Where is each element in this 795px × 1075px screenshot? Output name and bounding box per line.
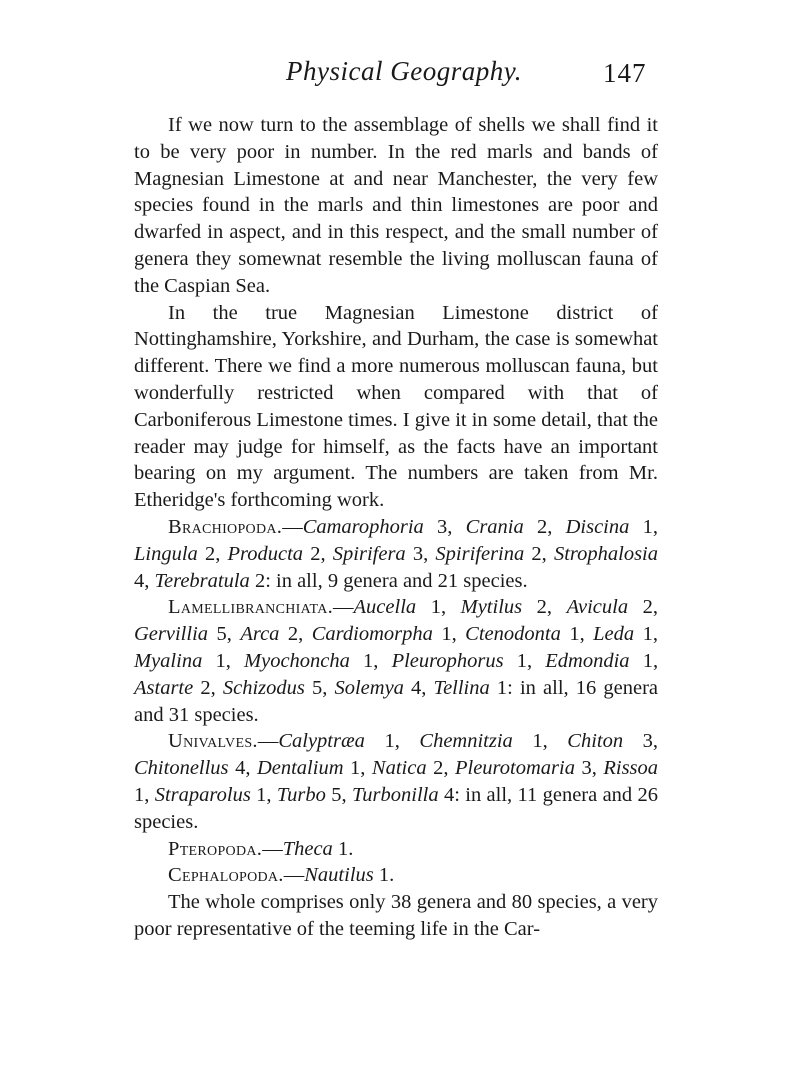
genus-name: Tellina <box>433 676 490 699</box>
list-lamellibranchiata: Lamellibranchiata.—Aucella 1, Mytilus 2, Avicula 2, Gervillia 5, Arca 2, Cardiomorpha 1, Ctenodonta 1, Leda 1, Myalina 1, Myochoncha 1, Pleurophorus 1, Edmondia 1, Astarte 2, Schizodus 5, Solemya 4, Tellina 1: in all, 16 genera and 31 species. <box>134 596 659 726</box>
genus-name: Nautilus <box>304 864 374 887</box>
page-number: 147 <box>603 58 647 88</box>
species-count: 2 <box>642 596 653 619</box>
group-heading: Cephalopoda. <box>168 864 284 887</box>
genus-name: Lingula <box>134 542 198 565</box>
group-heading: Lamellibranchiata. <box>168 596 334 619</box>
genera-list: Camarophoria 3, Crania 2, Discina 1, Lingula 2, Producta 2, Spirifera 3, Spiriferina 2, Strophalosia 4, Terebratula 2 <box>134 515 659 592</box>
genus-name: Cardiomorpha <box>311 623 433 646</box>
species-count: 1 <box>134 783 145 806</box>
species-count: 1 <box>642 649 653 672</box>
species-count: 1 <box>363 649 374 672</box>
group-heading: Brachiopoda. <box>168 515 283 538</box>
genus-name: Mytilus <box>460 596 523 619</box>
genus-name: Spiriferina <box>435 542 525 565</box>
group-summary: . <box>348 837 354 860</box>
list-brachiopoda: Brachiopoda.—Camarophoria 3, Crania 2, Discina 1, Lingula 2, Producta 2, Spirifera 3, Spiriferina 2, Strophalosia 4, Terebratula 2: in all, 9 genera and 21 species. <box>134 515 659 592</box>
species-count: 4 <box>134 569 145 592</box>
group-heading: Univalves. <box>168 730 258 753</box>
species-count: 2 <box>287 623 299 646</box>
genus-name: Strophalosia <box>553 542 659 565</box>
genus-name: Dentalium <box>256 757 344 780</box>
species-count: 1 <box>441 623 452 646</box>
species-count: 4 <box>443 783 455 806</box>
genera-list <box>304 864 389 886</box>
species-count: 1 <box>350 757 361 780</box>
genus-name: Chemnitzia <box>419 730 513 753</box>
genus-name: Terebratula <box>154 569 250 592</box>
species-count: 3 <box>642 730 653 753</box>
genus-name: Straparolus <box>154 783 251 806</box>
genus-name: Calyptræa <box>278 730 365 753</box>
genus-name: Turbonilla <box>352 783 439 806</box>
species-count: 3 <box>437 515 448 538</box>
paragraph-shells-manchester: If we now turn to the assemblage of shells we shall find it to be very poor in number. In the red marls and bands of Magnesian Limestone at and near Manchester, the very few species found in the marls and thin limestones are poor and dwarfed in aspect, and in this respect, and the small number of genera they somewnat resemble the living molluscan fauna of the Caspian Sea. <box>134 114 658 297</box>
genera-list <box>283 838 348 860</box>
list-cephalopoda: Cephalopoda.—Nautilus 1. <box>168 864 395 887</box>
species-count: 2 <box>536 596 547 619</box>
group-summary: : in all, 11 genera and 26 species. <box>134 783 659 833</box>
species-count: 1 <box>215 649 226 672</box>
genus-name: Pleurotomaria <box>454 757 575 780</box>
genus-name: Spirifera <box>332 542 406 565</box>
genus-name: Pleurophorus <box>391 649 504 672</box>
genus-name: Chiton <box>567 730 624 753</box>
species-count: 1 <box>642 623 653 646</box>
genus-name: Arca <box>240 623 280 646</box>
genus-name: Ctenodonta <box>465 623 561 646</box>
list-univalves: Univalves.—Calyptræa 1, Chemnitzia 1, Chiton 3, Chitonellus 4, Dentalium 1, Natica 2, Pleurotomaria 3, Rissoa 1, Straparolus 1, Turbo 5, Turbonilla 4: in all, 11 genera and 26 species. <box>134 730 659 833</box>
species-count: 1 <box>430 596 441 619</box>
paragraph-magnesian-limestone: In the true Magnesian Limestone district of Nottinghamshire, Yorkshire, and Durham, the case is somewhat different. There we find a more numerous molluscan fauna, but wonderfully restricted when compared with that of Carboniferous Limestone times. I give it in some detail, that the reader may judge for himself, as the facts have an important bearing on my argument. The numbers are taken from Mr. Etheridge's forthcoming work. <box>134 301 658 512</box>
genus-name: Producta <box>227 542 304 565</box>
genus-name: Astarte <box>134 676 194 699</box>
group-summary: : in all, 16 genera and 31 species. <box>134 676 659 726</box>
genus-name: Gervillia <box>134 623 209 646</box>
species-count: 1 <box>256 783 267 806</box>
species-count: 2 <box>537 515 548 538</box>
genus-name: Rissoa <box>603 757 659 780</box>
genus-name: Myochoncha <box>244 649 350 672</box>
genus-name: Edmondia <box>545 649 630 672</box>
species-count: 5 <box>331 783 342 806</box>
species-count: 1 <box>378 864 390 887</box>
genus-name: Leda <box>593 623 635 646</box>
species-count: 2 <box>254 569 266 592</box>
genus-name: Theca <box>282 837 333 860</box>
page-header <box>0 56 795 96</box>
genus-name: Avicula <box>566 596 629 619</box>
genus-name: Discina <box>565 515 630 538</box>
species-count: 2 <box>531 542 542 565</box>
species-count: 2 <box>433 757 444 780</box>
genera-list: Calyptræa 1, Chemnitzia 1, Chiton 3, Chitonellus 4, Dentalium 1, Natica 2, Pleurotomaria 3, Rissoa 1, Straparolus 1, Turbo 5, Turbonilla 4 <box>134 730 659 806</box>
genus-name: Solemya <box>334 676 404 699</box>
species-count: 1 <box>532 730 543 753</box>
list-pteropoda: Pteropoda.—Theca 1. <box>168 837 354 860</box>
species-count: 3 <box>581 757 592 780</box>
group-summary: : in all, 9 genera and 21 species. <box>265 569 528 592</box>
species-count: 2 <box>200 676 211 699</box>
group-heading: Pteropoda. <box>168 837 263 860</box>
genus-name: Schizodus <box>222 676 305 699</box>
species-count: 3 <box>412 542 424 565</box>
running-title: Physical Geography. <box>286 56 522 86</box>
species-count: 1 <box>642 515 653 538</box>
species-count: 1 <box>496 676 508 699</box>
species-count: 1 <box>337 837 349 860</box>
species-count: 1 <box>569 623 580 646</box>
page-body <box>134 112 658 943</box>
species-count: 5 <box>216 623 227 646</box>
species-count: 2 <box>310 542 321 565</box>
genus-name: Natica <box>371 757 427 780</box>
genus-name: Aucella <box>353 596 417 619</box>
species-count: 1 <box>516 649 527 672</box>
species-count: 1 <box>384 730 395 753</box>
group-summary: . <box>389 864 395 887</box>
genus-name: Crania <box>465 515 524 538</box>
genus-name: Turbo <box>276 783 326 806</box>
genus-name: Camarophoria <box>302 515 424 538</box>
genus-name: Myalina <box>134 649 203 672</box>
species-count: 5 <box>311 676 323 699</box>
species-count: 4 <box>411 676 422 699</box>
species-count: 2 <box>204 542 216 565</box>
genus-name: Chitonellus <box>134 757 229 780</box>
species-count: 4 <box>235 757 246 780</box>
paragraph-summary: The whole comprises only 38 genera and 80 species, a very poor representative of the teeming life in the Car- <box>134 891 658 940</box>
genera-list: Aucella 1, Mytilus 2, Avicula 2, Gervillia 5, Arca 2, Cardiomorpha 1, Ctenodonta 1, Leda 1, Myalina 1, Myochoncha 1, Pleurophorus 1, Edmondia 1, Astarte 2, Schizodus 5, Solemya 4, Tellina 1 <box>134 596 659 699</box>
